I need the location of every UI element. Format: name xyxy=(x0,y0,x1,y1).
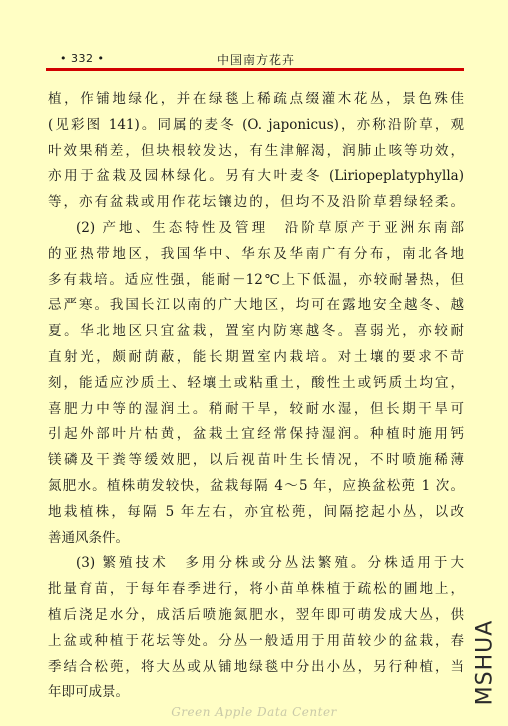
text-line: 植后浇足水分，成活后喷施氮肥水，翌年即可萌发成大丛，供 xyxy=(48,606,464,623)
text-line: 季结合松蔸，将大丛或从铺地绿毯中分出小丛，另行种植，当 xyxy=(48,658,464,675)
text-line: 善通风条件。 xyxy=(48,529,129,546)
text-line: 夏。华北地区只宜盆栽，置室内防寒越冬。喜弱光，亦较耐 xyxy=(48,323,464,340)
text-line: 亦用于盆栽及园林绿化。另有大叶麦冬 (Liriopeplatyphylla) xyxy=(48,168,464,185)
section-heading-line: (3) 繁殖技术 多用分株或分丛法繁殖。分株适用于大 xyxy=(76,555,464,572)
text-line: 喜肥力中等的湿润土。稍耐干旱，较耐水湿，但长期干旱可 xyxy=(48,400,464,417)
text-line: 植，作铺地绿化，并在绿毯上稀疏点缀灌木花丛，景色殊佳 xyxy=(48,91,464,107)
text-line: 叶效果稍差，但块根较发达，有生津解渴，润肺止咳等功效， xyxy=(48,142,464,159)
text-line: 批量育苗，于每年春季进行，将小苗单株植于疏松的圃地上， xyxy=(48,581,464,598)
text-line: 上盆或种植于花坛等处。分丛一般适用于用苗较少的盆栽，春 xyxy=(48,632,464,649)
bottom-watermark: Green Apple Data Center xyxy=(171,705,337,719)
text-line: (见彩图 141)。同属的麦冬 (O. japonicus)，亦称沿阶草，观 xyxy=(48,116,464,133)
text-line: 年即可成景。 xyxy=(48,684,129,701)
header-rule xyxy=(46,68,464,71)
text-line: 等，亦有盆栽或用作花坛镶边的，但均不及沿阶草碧绿轻柔。 xyxy=(48,194,464,211)
side-watermark-text: MSHUA xyxy=(472,619,498,705)
text-line: 多有栽培。适应性强，能耐－12℃上下低温，亦较耐暑热，但 xyxy=(48,271,464,288)
text-line: 刻，能适应沙质土、轻壤土或粘重土，酸性土或钙质土均宜， xyxy=(48,374,464,391)
text-line: 的亚热带地区，我国华中、华东及华南广有分布，南北各地 xyxy=(48,245,464,262)
body-text xyxy=(48,87,464,706)
text-line: 氮肥水。植株萌发较快，盆栽每隔 4～5 年，应换盆松蔸 1 次。 xyxy=(48,477,464,494)
page-number: • 332 • xyxy=(60,52,105,65)
text-line: 引起外部叶片枯黄，盆栽土宜经常保持湿润。种植时施用钙 xyxy=(48,426,464,443)
section-heading-line: (2) 产地、生态特性及管理 沿阶草原产于亚洲东南部 xyxy=(76,219,464,236)
text-line: 地栽植株，每隔 5 年左右，亦宜松蔸，间隔挖起小丛，以改 xyxy=(48,503,464,520)
running-title: 中国南方花卉 xyxy=(216,53,295,67)
text-line: 忌严寒。我国长江以南的广大地区，均可在露地安全越冬、越 xyxy=(48,297,464,314)
text-line: 镁磷及干粪等缓效肥，以后视苗叶生长情况，不时喷施稀薄 xyxy=(48,452,464,469)
text-line: 直射光，颇耐荫蔽，能长期置室内栽培。对土壤的要求不苛 xyxy=(48,348,464,365)
side-watermark xyxy=(470,612,500,712)
